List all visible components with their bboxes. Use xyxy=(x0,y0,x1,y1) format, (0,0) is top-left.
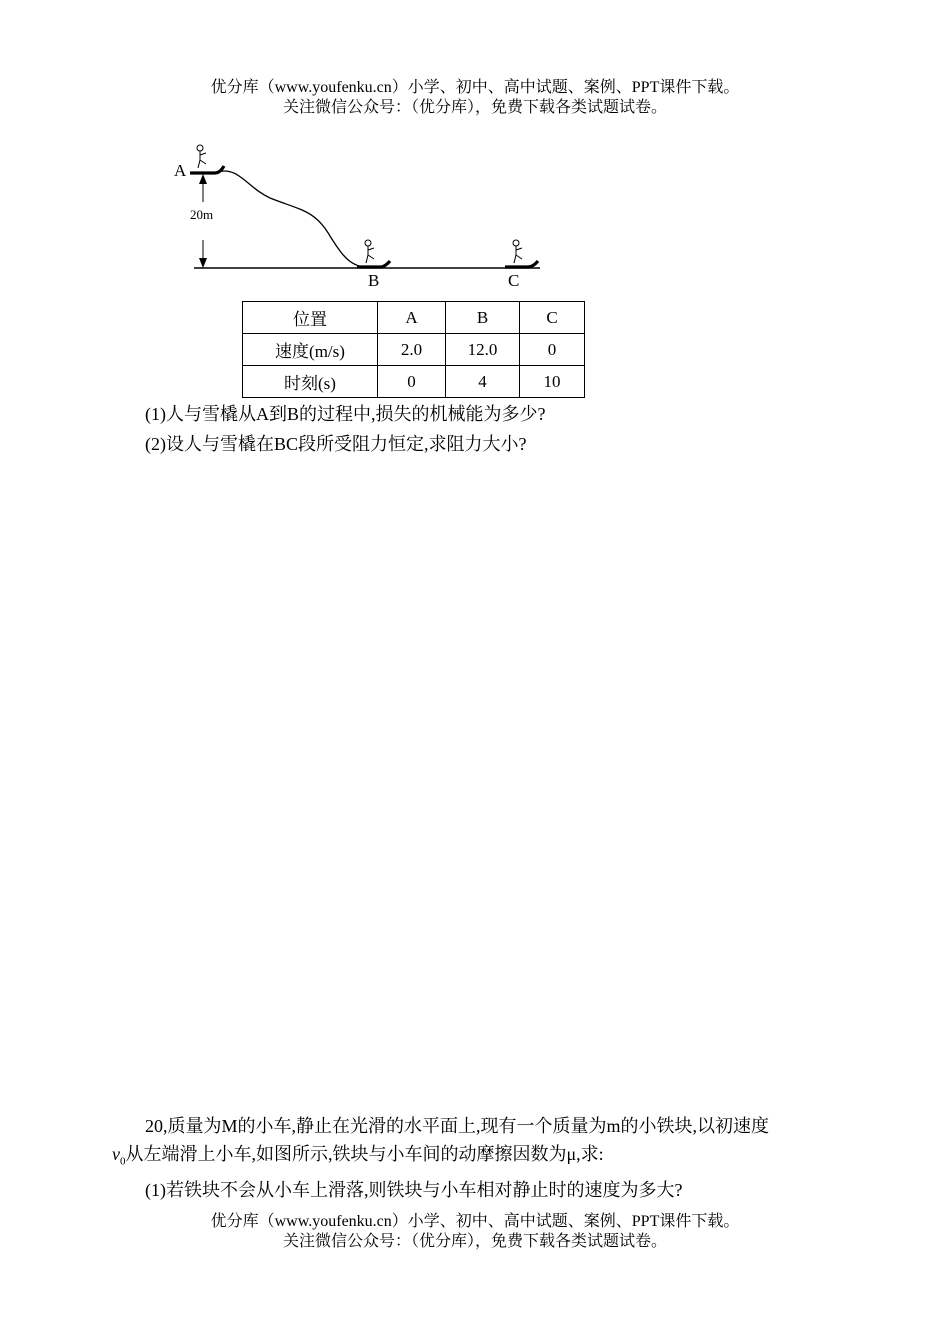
page-header xyxy=(0,78,950,118)
height-label: 20m xyxy=(190,207,214,222)
arrow-head-down-icon xyxy=(199,258,207,268)
table-header-cell: C xyxy=(520,302,585,334)
table-row xyxy=(243,366,585,398)
person-c-icon xyxy=(513,240,522,263)
question-2: (2)设人与雪橇在BC段所受阻力恒定,求阻力大小? xyxy=(145,434,527,454)
problem-20-line-2 xyxy=(112,1140,840,1176)
table-header-row xyxy=(243,302,585,334)
question-1: (1)人与雪橇从A到B的过程中,损失的机械能为多少? xyxy=(145,404,546,424)
sled-a-icon xyxy=(190,166,224,173)
sled-b-icon xyxy=(357,261,390,267)
problem-20 xyxy=(112,1112,840,1204)
slope-diagram-svg xyxy=(160,138,560,298)
problem-20-line-1: 20,质量为M的小车,静止在光滑的水平面上,现有一个质量为m的小铁块,以初速度 xyxy=(145,1116,770,1136)
table-cell: 4 xyxy=(446,366,520,398)
table-row xyxy=(243,334,585,366)
header-line-1: 优分库（www.youfenku.cn）小学、初中、高中试题、案例、PPT课件下载。 xyxy=(210,79,740,96)
motion-data-table xyxy=(242,301,585,398)
problem-20-line-2-text: 从左端滑上小车,如图所示,铁块与小车间的动摩擦因数为μ,求: xyxy=(125,1144,604,1164)
table-cell: 2.0 xyxy=(378,334,446,366)
velocity-letter: v xyxy=(112,1144,120,1164)
velocity-subscript: 0 xyxy=(120,1155,126,1168)
table-cell: 时刻(s) xyxy=(243,366,378,398)
sled-c-icon xyxy=(505,261,538,267)
table-header-cell: A xyxy=(378,302,446,334)
sled-slope-diagram xyxy=(160,138,560,298)
table-header-cell: 位置 xyxy=(243,302,378,334)
footer-line-2: 关注微信公众号：（优分库），免费下载各类试题试卷。 xyxy=(282,1233,667,1250)
footer-line-1: 优分库（www.youfenku.cn）小学、初中、高中试题、案例、PPT课件下载。 xyxy=(210,1213,740,1230)
page-footer xyxy=(0,1212,950,1252)
arrow-head-up-icon xyxy=(199,174,207,184)
label-a: A xyxy=(174,161,187,180)
table-cell: 12.0 xyxy=(446,334,520,366)
table-cell: 10 xyxy=(520,366,585,398)
table-cell: 0 xyxy=(378,366,446,398)
table-header-cell: B xyxy=(446,302,520,334)
label-b: B xyxy=(368,271,380,290)
person-b-icon xyxy=(365,240,374,263)
header-line-2: 关注微信公众号：（优分库），免费下载各类试题试卷。 xyxy=(282,99,667,116)
table-cell: 速度(m/s) xyxy=(243,334,378,366)
table-cell: 0 xyxy=(520,334,585,366)
slope-curve xyxy=(218,171,375,268)
person-a-icon xyxy=(197,145,206,168)
label-c: C xyxy=(508,271,520,290)
initial-velocity-symbol xyxy=(112,1144,126,1168)
problem-20-line-3: (1)若铁块不会从小车上滑落,则铁块与小车相对静止时的速度为多大? xyxy=(145,1179,683,1200)
